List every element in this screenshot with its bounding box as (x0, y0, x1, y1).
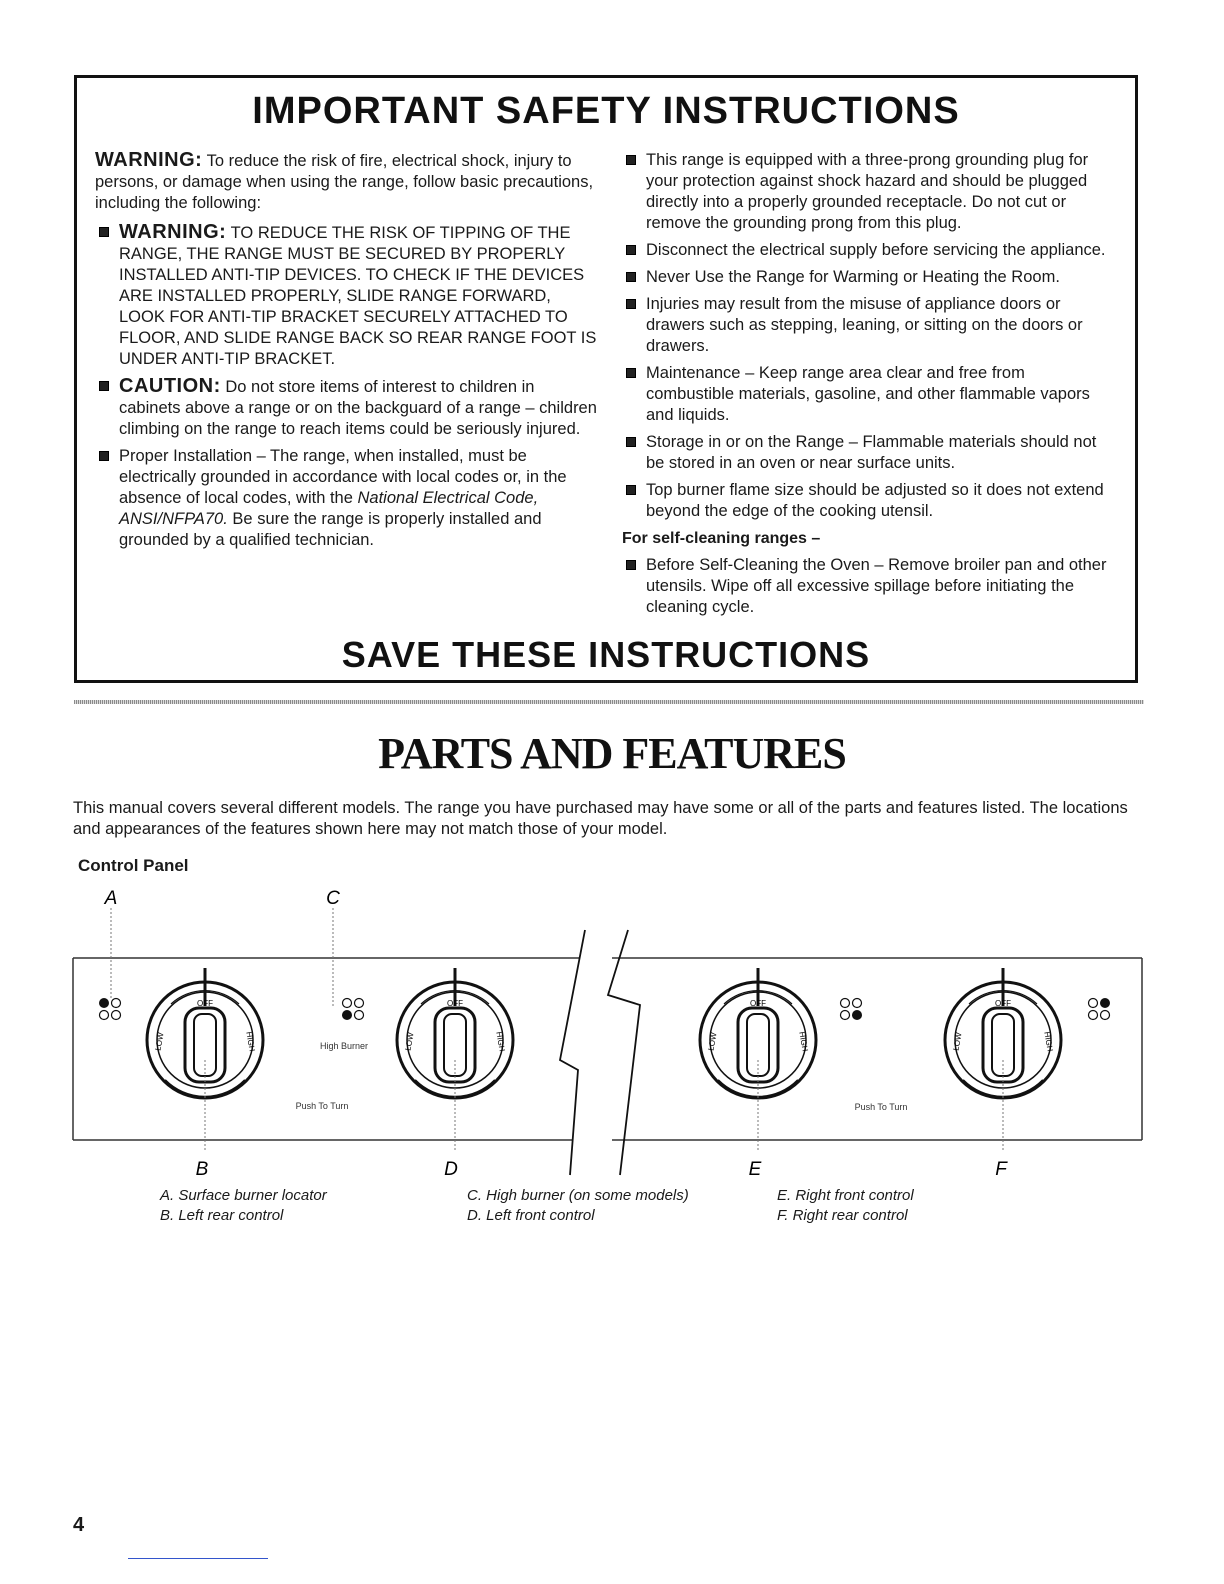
burner-locator-icon (841, 999, 863, 1021)
safety-right-column (622, 150, 1117, 624)
list-item-text: Before Self-Cleaning the Oven – Remove broiler pan and other utensils. Wipe off all excessive spillage before initiating the cleaning cycle. (646, 556, 1107, 616)
footer-link-line (128, 1558, 268, 1559)
list-item (622, 555, 1117, 618)
list-item-text: Never Use the Range for Warming or Heating the Room. (646, 268, 1060, 286)
off-label: OFF (995, 999, 1011, 1008)
callout-a: A (104, 888, 118, 909)
list-item-text: Maintenance – Keep range area clear and free from combustible materials, gasoline, and other flammable vapors and liquids. (646, 364, 1090, 424)
callout-c: C (326, 888, 340, 909)
bullet-square-icon (626, 245, 636, 255)
list-item (622, 150, 1117, 234)
caution-label: CAUTION: (119, 375, 221, 397)
captions-column-2 (467, 1186, 689, 1226)
high-label: HIGH (797, 1030, 810, 1053)
bullet-square-icon (99, 381, 109, 391)
list-item-text: Storage in or on the Range – Flammable materials should not be stored in an oven or near surface units. (646, 433, 1097, 472)
right-rear-control-knob[interactable] (945, 968, 1061, 1098)
list-item (95, 446, 600, 551)
list-item-text: Top burner flame size should be adjusted so it does not extend beyond the edge of the cooking utensil. (646, 481, 1104, 520)
warning-text: To reduce the risk of fire, electrical shock, injury to persons, or damage when using the range, follow basic precautions, including the following: (95, 152, 594, 212)
high-label: HIGH (244, 1030, 257, 1053)
low-label: LOW (403, 1031, 416, 1052)
callout-e: E (748, 1159, 762, 1180)
low-label: LOW (153, 1031, 166, 1052)
list-item (622, 480, 1117, 522)
low-label: LOW (706, 1031, 719, 1052)
bullet-square-icon (626, 437, 636, 447)
bullet-square-icon (626, 155, 636, 165)
safety-title: IMPORTANT SAFETY INSTRUCTIONS (252, 90, 960, 132)
parts-features-title: PARTS AND FEATURES (378, 729, 846, 778)
caption-e: E. Right front control (777, 1187, 914, 1204)
high-label: HIGH (494, 1030, 507, 1053)
caption-d: D. Left front control (467, 1207, 595, 1224)
section-divider (74, 700, 1144, 704)
parts-intro-text: This manual covers several different models. The range you have purchased may have some or all of the parts and features listed. The locations and appearances of the features shown here may not match those of your model. (73, 799, 1128, 838)
anti-tip-warning-text: TO REDUCE THE RISK OF TIPPING OF THE RANGE, THE RANGE MUST BE SECURED BY PROPERLY INSTALLED ANTI-TIP DEVICES. TO CHECK IF THE DEVICES ARE INSTALLED PROPERLY, SLIDE RANGE FORWARD, LOOK FOR ANTI-TIP BRACKET SECURELY ATTACHED TO FLOOR, AND SLIDE RANGE BACK SO REAR RANGE FOOT IS UNDER ANTI-TIP BRACKET. (119, 224, 597, 368)
caption-c: C. High burner (on some models) (467, 1187, 689, 1204)
left-rear-control-knob[interactable] (147, 968, 263, 1098)
list-item (622, 363, 1117, 426)
bullet-square-icon (626, 368, 636, 378)
burner-locator-icon (1089, 998, 1111, 1020)
right-front-control-knob[interactable] (700, 968, 816, 1098)
list-item-text: Injuries may result from the misuse of appliance doors or drawers such as stepping, leaning, or sitting on the doors or drawers. (646, 295, 1083, 355)
caption-b: B. Left rear control (160, 1207, 284, 1224)
captions-column-1 (160, 1186, 327, 1226)
high-label: HIGH (1042, 1030, 1055, 1053)
bullet-square-icon (626, 485, 636, 495)
safety-left-column (95, 150, 600, 557)
off-label: OFF (750, 999, 766, 1008)
captions-column-3 (777, 1186, 914, 1226)
warning-label: WARNING: (119, 221, 227, 243)
page-number: 4 (73, 1514, 85, 1536)
save-instructions-title: SAVE THESE INSTRUCTIONS (341, 634, 871, 675)
safety-instructions-box (74, 75, 1138, 683)
installation-text: Proper Installation – The range, when installed, must be electrically grounded in accordance with local codes or, in the absence of local codes, with the (119, 447, 567, 507)
warning-intro (95, 150, 600, 214)
high-burner-locator-icon (342, 999, 364, 1021)
list-item (95, 376, 600, 440)
off-label: OFF (447, 999, 463, 1008)
surface-burner-locator-icon (99, 998, 121, 1020)
installation-text-end: Be sure the range is properly installed and grounded by a qualified technician. (119, 510, 542, 549)
break-symbol (560, 930, 640, 1175)
bullet-square-icon (626, 299, 636, 309)
list-item-text: Disconnect the electrical supply before servicing the appliance. (646, 241, 1106, 259)
list-item-text: This range is equipped with a three-prong grounding plug for your protection against shock hazard and should be plugged directly into a properly grounded receptacle. Do not cut or remove the grounding prong from this plug. (646, 151, 1089, 232)
caption-f: F. Right rear control (777, 1207, 908, 1224)
bullet-square-icon (626, 560, 636, 570)
list-item (622, 267, 1117, 288)
self-cleaning-heading: For self-cleaning ranges – (622, 530, 821, 547)
list-item (95, 222, 600, 370)
list-item (622, 294, 1117, 357)
caption-a: A. Surface burner locator (160, 1187, 327, 1204)
bullet-square-icon (99, 451, 109, 461)
callout-b: B (195, 1159, 209, 1180)
code-reference: National Electrical Code, ANSI/NFPA70. (119, 489, 539, 528)
warning-label: WARNING: (95, 149, 203, 171)
list-item (622, 240, 1117, 261)
callout-f: F (995, 1159, 1007, 1180)
push-to-turn-label: Push To Turn (854, 1102, 908, 1112)
push-to-turn-label: Push To Turn (295, 1101, 349, 1111)
callout-d: D (444, 1159, 458, 1180)
control-panel-heading: Control Panel (78, 856, 189, 875)
low-label: LOW (951, 1031, 964, 1052)
bullet-square-icon (99, 227, 109, 237)
off-label: OFF (197, 999, 213, 1008)
high-burner-label: High Burner (319, 1041, 369, 1051)
caution-text: Do not store items of interest to children in cabinets above a range or on the backguard of a range – children climbing on the range to reach items could be seriously injured. (119, 378, 597, 438)
list-item (622, 432, 1117, 474)
left-front-control-knob[interactable] (397, 968, 513, 1098)
bullet-square-icon (626, 272, 636, 282)
